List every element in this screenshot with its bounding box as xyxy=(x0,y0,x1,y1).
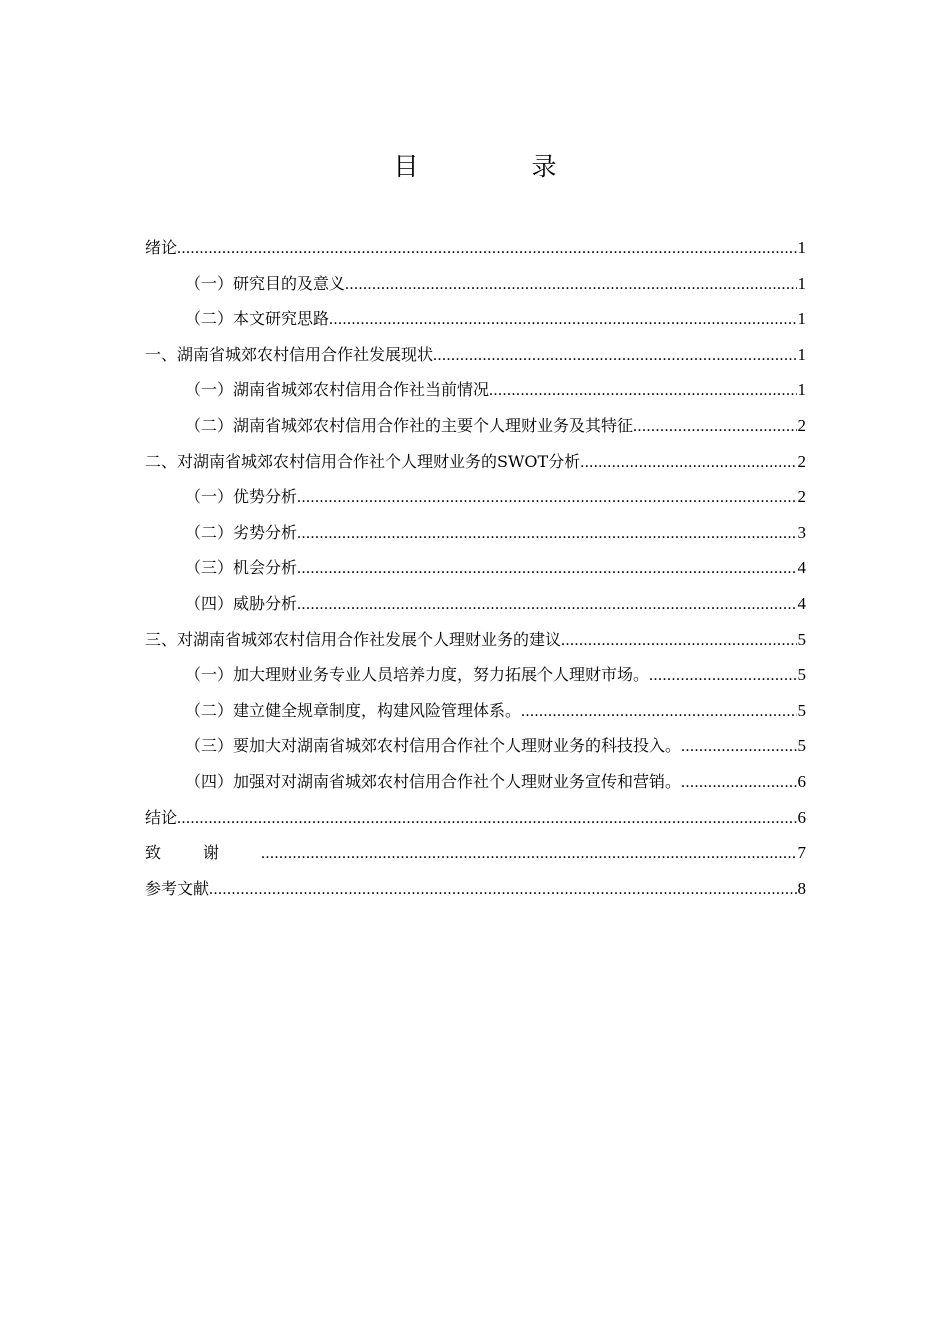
toc-page-number: 1 xyxy=(797,344,806,364)
toc-entry[interactable] xyxy=(145,622,806,658)
toc-entry[interactable] xyxy=(145,550,806,586)
toc-entry[interactable] xyxy=(145,372,806,408)
toc-page-number: 5 xyxy=(797,700,806,720)
toc-entry-text: （二）本文研究思路 xyxy=(185,309,330,329)
toc-leader-dots xyxy=(681,729,796,764)
toc-entry[interactable] xyxy=(145,586,806,622)
toc-leader-dots xyxy=(297,480,796,515)
toc-page-number: 5 xyxy=(797,665,806,685)
toc-leader-dots xyxy=(297,587,796,622)
toc-page-number: 4 xyxy=(797,593,806,613)
toc-entry[interactable] xyxy=(145,835,806,871)
toc-page-number: 2 xyxy=(797,415,806,435)
toc-entry-text: （二）建立健全规章制度，构建风险管理体系。 xyxy=(185,700,522,720)
toc-entry-text: （一）研究目的及意义 xyxy=(185,273,346,293)
toc-page-number: 5 xyxy=(797,736,806,756)
toc-entry-text: （四）威胁分析 xyxy=(185,593,298,613)
toc-page-number: 3 xyxy=(797,522,806,542)
toc-page-number: 1 xyxy=(797,309,806,329)
toc-page-number: 6 xyxy=(797,771,806,791)
toc-leader-dots xyxy=(329,302,796,337)
toc-entry-text: 三、对湖南省城郊农村信用合作社发展个人理财业务的建议 xyxy=(145,629,562,649)
toc-entry[interactable] xyxy=(145,515,806,551)
toc-entry-text: 参考文献 xyxy=(145,878,210,898)
toc-page-number: 5 xyxy=(797,629,806,649)
toc-entry[interactable] xyxy=(145,871,806,907)
toc-page-number: 7 xyxy=(797,843,806,863)
toc-entry[interactable] xyxy=(145,301,806,337)
toc-leader-dots xyxy=(489,373,796,408)
toc-entry[interactable] xyxy=(145,337,806,373)
toc-leader-dots xyxy=(633,409,796,444)
toc-entry[interactable] xyxy=(145,728,806,764)
toc-entry-text: 致谢 xyxy=(145,843,262,863)
toc-entry-text: （一）加大理财业务专业人员培养力度，努力拓展个人理财市场。 xyxy=(185,665,650,685)
toc-entry[interactable] xyxy=(145,657,806,693)
toc-entry-text: （四）加强对对湖南省城郊农村信用合作社个人理财业务宣传和营销。 xyxy=(185,771,682,791)
toc-leader-dots xyxy=(561,623,796,658)
toc-entry-text: （二）湖南省城郊农村信用合作社的主要个人理财业务及其特征 xyxy=(185,415,634,435)
toc-page-number: 6 xyxy=(797,807,806,827)
toc-entry[interactable] xyxy=(145,693,806,729)
toc-leader-dots xyxy=(297,516,796,551)
toc-leader-dots xyxy=(649,658,796,693)
toc-page-number: 4 xyxy=(797,558,806,578)
toc-entry-text: （一）优势分析 xyxy=(185,487,298,507)
toc-leader-dots xyxy=(261,836,796,871)
toc-entry-text: （三）要加大对湖南省城郊农村信用合作社个人理财业务的科技投入。 xyxy=(185,736,682,756)
toc-title: 目 录 xyxy=(393,152,601,181)
table-of-contents xyxy=(145,230,806,906)
toc-leader-dots xyxy=(580,445,796,480)
toc-entry-text: 二、对湖南省城郊农村信用合作社个人理财业务的SWOT分析 xyxy=(145,451,581,471)
toc-page-number: 1 xyxy=(797,380,806,400)
toc-leader-dots xyxy=(433,338,796,373)
toc-page-number: 1 xyxy=(797,273,806,293)
toc-page-number: 1 xyxy=(797,238,806,257)
toc-leader-dots xyxy=(521,694,796,729)
toc-leader-dots xyxy=(177,231,796,266)
toc-entry[interactable] xyxy=(145,444,806,480)
toc-leader-dots xyxy=(177,801,796,836)
toc-entry-text: 结论 xyxy=(145,807,178,827)
toc-page-number: 8 xyxy=(797,878,806,898)
toc-entry[interactable] xyxy=(145,764,806,800)
toc-leader-dots xyxy=(681,765,796,800)
toc-leader-dots xyxy=(345,267,796,302)
toc-entry[interactable] xyxy=(145,800,806,836)
toc-entry[interactable] xyxy=(145,230,806,266)
toc-leader-dots xyxy=(297,551,796,586)
toc-entry-text: 绪论 xyxy=(145,238,178,257)
toc-entry-text: （二）劣势分析 xyxy=(185,522,298,542)
toc-entry-text: 一、湖南省城郊农村信用合作社发展现状 xyxy=(145,344,434,364)
toc-entry[interactable] xyxy=(145,479,806,515)
toc-page-number: 2 xyxy=(797,487,806,507)
toc-entry-text: （三）机会分析 xyxy=(185,558,298,578)
toc-entry[interactable] xyxy=(145,408,806,444)
toc-entry[interactable] xyxy=(145,266,806,302)
toc-entry-text: （一）湖南省城郊农村信用合作社当前情况 xyxy=(185,380,490,400)
toc-page-number: 2 xyxy=(797,451,806,471)
toc-leader-dots xyxy=(209,872,796,907)
